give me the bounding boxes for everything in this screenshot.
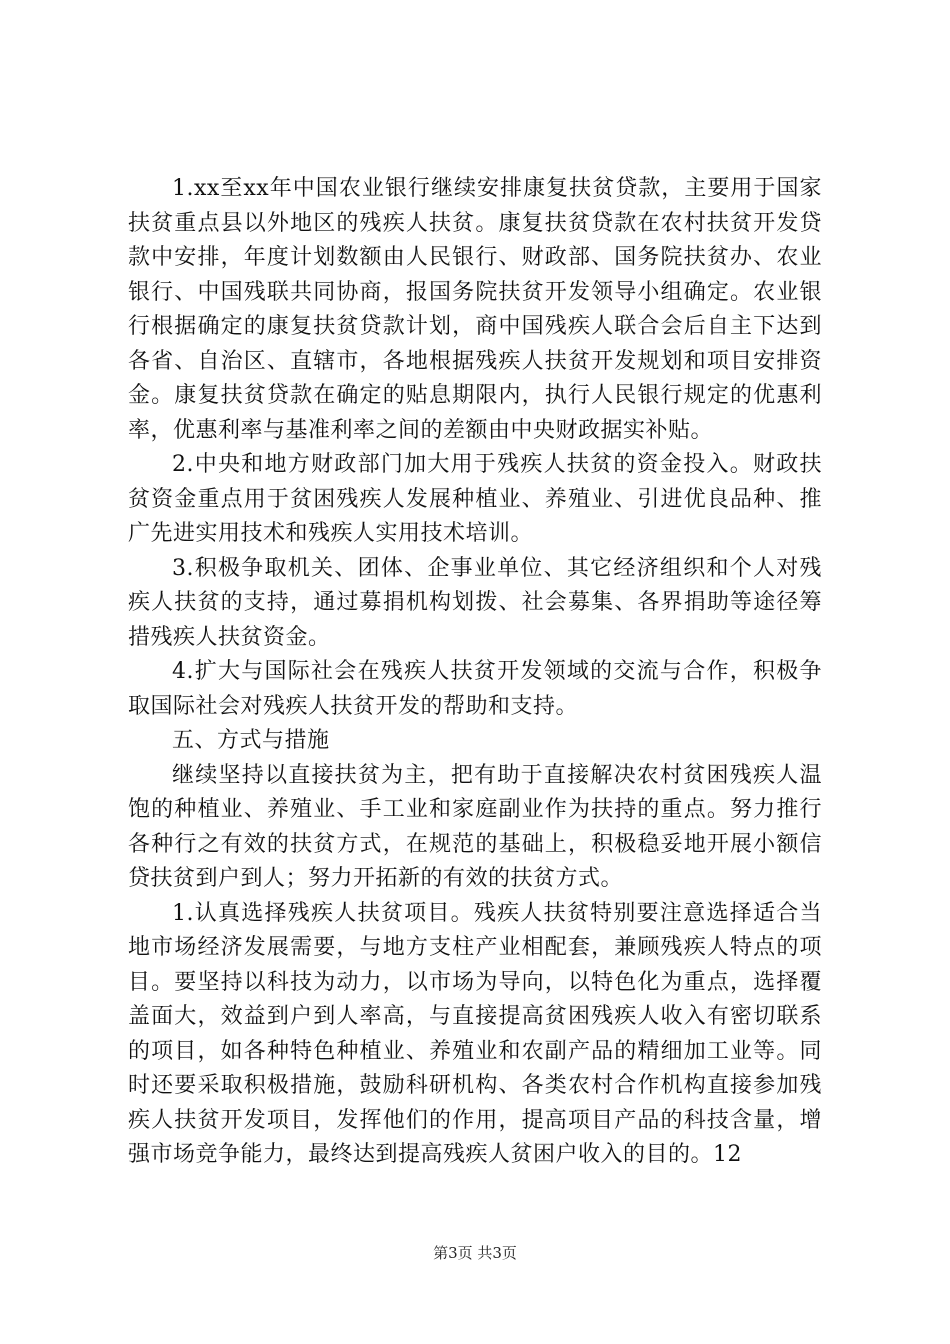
paragraph-finance: 2.中央和地方财政部门加大用于残疾人扶贫的资金投入。财政扶贫资金重点用于贫困残疾人发展种植业、养殖业、引进优良品种、推广先进实用技术和残疾人实用技术培训。 xyxy=(128,452,822,546)
document-body xyxy=(128,172,822,1173)
paragraph-loan: 1.xx至xx年中国农业银行继续安排康复扶贫贷款，主要用于国家扶贫重点县以外地区的残疾人扶贫。康复扶贫贷款在农村扶贫开发贷款中安排，年度计划数额由人民银行、财政部、国务院扶贫办、农业银行、中国残联共同协商，报国务院扶贫开发领导小组确定。农业银行根据确定的康复扶贫贷款计划，商中国残疾人联合会后自主下达到各省、自治区、直辖市，各地根据残疾人扶贫开发规划和项目安排资金。康复扶贫贷款在确定的贴息期限内，执行人民银行规定的优惠利率，优惠利率与基准利率之间的差额由中央财政据实补贴。 xyxy=(128,176,822,443)
paragraph-approach: 继续坚持以直接扶贫为主，把有助于直接解决农村贫困残疾人温饱的种植业、养殖业、手工业和家庭副业作为扶持的重点。努力推行各种行之有效的扶贫方式，在规范的基础上，积极稳妥地开展小额信贷扶贫到户到人；努力开拓新的有效的扶贫方式。 xyxy=(128,762,822,891)
section-heading: 五、方式与措施 xyxy=(172,728,330,753)
page-footer: 第3页 共3页 xyxy=(433,1244,517,1262)
paragraph-international: 4.扩大与国际社会在残疾人扶贫开发领域的交流与合作，积极争取国际社会对残疾人扶贫开发的帮助和支持。 xyxy=(128,659,822,719)
paragraph-projects: 1.认真选择残疾人扶贫项目。残疾人扶贫特别要注意选择适合当地市场经济发展需要，与地方支柱产业相配套，兼顾残疾人特点的项目。要坚持以科技为动力，以市场为导向，以特色化为重点，选择覆盖面大，效益到户到人率高，与直接提高贫困残疾人收入有密切联系的项目，如各种特色种植业、养殖业和农副产品的精细加工业等。同时还要采取积极措施，鼓励科研机构、各类农村合作机构直接参加残疾人扶贫开发项目，发挥他们的作用，提高项目产品的科技含量，增强市场竞争能力，最终达到提高残疾人贫困户收入的目的。12 xyxy=(128,900,822,1167)
paragraph-support: 3.积极争取机关、团体、企事业单位、其它经济组织和个人对残疾人扶贫的支持，通过募捐机构划拨、社会募集、各界捐助等途径筹措残疾人扶贫资金。 xyxy=(128,555,822,650)
